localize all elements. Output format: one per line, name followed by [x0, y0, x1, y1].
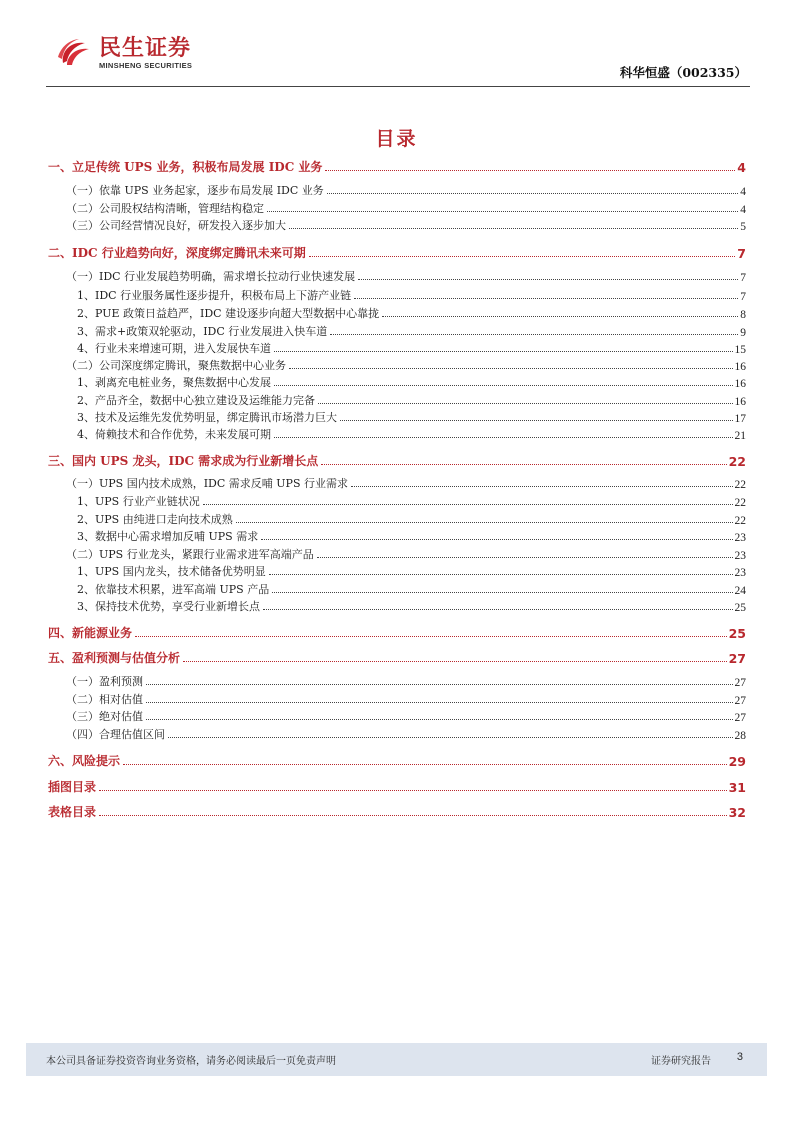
toc-entry-page: 16 [734, 378, 746, 390]
toc-dot-leader [146, 701, 733, 703]
toc-entry-page: 22 [728, 454, 746, 469]
toc-entry-page: 8 [740, 309, 746, 321]
toc-dot-leader [168, 736, 733, 738]
minsheng-logo-icon [55, 37, 93, 71]
toc-entry-title: （二）相对估值 [66, 693, 143, 706]
toc-dot-leader [289, 367, 733, 369]
company-ticker: 科华恒盛（002335） [619, 65, 747, 80]
toc-dot-leader [99, 814, 727, 816]
toc-dot-leader [135, 635, 727, 637]
toc-entry-page: 23 [734, 550, 746, 562]
toc-dot-leader [263, 608, 733, 610]
toc-entry[interactable] [48, 564, 746, 579]
toc-dot-leader [203, 503, 733, 505]
toc-entry-page: 25 [734, 602, 746, 614]
toc-entry[interactable] [48, 358, 746, 373]
toc-entry-page: 9 [740, 327, 746, 339]
toc-dot-leader [317, 556, 733, 558]
toc-dot-leader [340, 419, 733, 421]
toc-entry-title: 2、产品齐全，数据中心独立建设及运维能力完备 [77, 394, 315, 407]
toc-title: 目录 [375, 128, 418, 150]
toc-entry[interactable] [48, 692, 746, 707]
toc-entry-title: 六、风险提示 [48, 754, 121, 768]
toc-entry-title: （二）公司深度绑定腾讯，聚焦数据中心业务 [66, 359, 286, 372]
toc-entry-page: 7 [737, 246, 746, 261]
header-divider [46, 86, 750, 87]
logo-chinese-name: 民生证券 [99, 36, 192, 61]
toc-entry[interactable] [48, 288, 746, 303]
toc-dot-leader [325, 169, 735, 171]
toc-dot-leader [351, 485, 733, 487]
toc-entry-title: 3、技术及运维先发优势明显，绑定腾讯市场潜力巨大 [77, 411, 337, 424]
toc-entry[interactable] [48, 529, 746, 544]
toc-dot-leader [382, 315, 738, 317]
toc-entry[interactable] [48, 599, 746, 614]
toc-entry-title: 一、立足传统 UPS 业务，积极布局发展 IDC 业务 [48, 160, 323, 174]
toc-entry-title: 1、剥离充电桩业务，聚焦数据中心发展 [77, 376, 271, 389]
toc-entry-title: 二、IDC 行业趋势向好，深度绑定腾讯未来可期 [48, 246, 306, 260]
toc-entry[interactable] [48, 476, 746, 491]
toc-entry[interactable] [48, 341, 746, 356]
toc-entry-page: 25 [728, 626, 746, 641]
toc-entry-page: 22 [734, 515, 746, 527]
toc-entry[interactable] [48, 306, 746, 321]
toc-dot-leader [358, 278, 738, 280]
toc-entry[interactable] [48, 201, 746, 216]
toc-entry-title: （四）合理估值区间 [66, 728, 165, 741]
toc-entry-title: 2、PUE 政策日益趋严，IDC 建设逐步向超大型数据中心靠拢 [77, 307, 380, 320]
toc-entry[interactable] [48, 183, 746, 198]
toc-entry-page: 23 [734, 567, 746, 579]
footer-report-type: 证券研究报告 [651, 1056, 711, 1067]
toc-entry-title: （一）UPS 国内技术成熟，IDC 需求反哺 UPS 行业需求 [66, 477, 348, 490]
toc-entry-title: 3、需求+政策双轮驱动，IDC 行业发展进入快车道 [77, 325, 328, 338]
logo-english-name: MINSHENG SECURITIES [99, 61, 193, 70]
toc-entry-page: 28 [734, 730, 746, 742]
toc-dot-leader [272, 591, 732, 593]
toc-entry-page: 32 [728, 805, 746, 820]
toc-dot-leader [99, 789, 727, 791]
toc-entry-page: 23 [734, 532, 746, 544]
toc-entry-title: 表格目录 [48, 805, 97, 819]
toc-entry[interactable] [48, 624, 746, 641]
toc-entry-title: （三）绝对估值 [66, 710, 143, 723]
toc-dot-leader [183, 660, 727, 662]
toc-entry-page: 7 [740, 291, 746, 303]
toc-dot-leader [261, 538, 732, 540]
toc-entry-title: 1、UPS 国内龙头，技术储备优势明显 [77, 565, 266, 578]
toc-entry-page: 5 [740, 221, 746, 233]
toc-dot-leader [274, 436, 733, 438]
toc-entry-title: 四、新能源业务 [48, 626, 133, 640]
toc-entry-page: 27 [734, 712, 746, 724]
toc-entry[interactable] [48, 803, 746, 820]
toc-entry-title: 2、依靠技术积累，进军高端 UPS 产品 [77, 583, 270, 596]
toc-entry[interactable] [48, 649, 746, 666]
toc-dot-leader [267, 210, 738, 212]
toc-entry[interactable] [48, 452, 746, 469]
toc-entry-page: 27 [728, 651, 746, 666]
toc-entry-title: （一）盈利预测 [66, 675, 143, 688]
toc-entry[interactable] [48, 494, 746, 509]
toc-entry-page: 4 [740, 204, 746, 216]
toc-entry-page: 31 [728, 780, 746, 795]
toc-dot-leader [327, 192, 738, 194]
toc-entry[interactable] [48, 269, 746, 284]
toc-entry-page: 29 [728, 754, 746, 769]
toc-entry[interactable] [48, 547, 746, 562]
toc-entry-page: 4 [740, 186, 746, 198]
toc-entry-page: 27 [734, 677, 746, 689]
toc-dot-leader [274, 384, 733, 386]
toc-entry[interactable] [48, 727, 746, 742]
toc-entry-title: 3、数据中心需求增加反哺 UPS 需求 [77, 530, 259, 543]
toc-dot-leader [330, 333, 738, 335]
toc-entry-title: （三）公司经营情况良好，研发投入逐步加大 [66, 219, 286, 232]
toc-entry[interactable] [48, 393, 746, 408]
toc-entry[interactable] [48, 512, 746, 527]
toc-entry[interactable] [48, 674, 746, 689]
toc-entry-page: 22 [734, 479, 746, 491]
toc-entry-title: 五、盈利预测与估值分析 [48, 651, 181, 665]
toc-dot-leader [318, 402, 733, 404]
toc-entry[interactable] [48, 375, 746, 390]
toc-entry[interactable] [48, 778, 746, 795]
toc-entry-title: （二）公司股权结构清晰，管理结构稳定 [66, 202, 264, 215]
toc-entry-page: 7 [740, 272, 746, 284]
toc-entry-title: 插图目录 [48, 780, 97, 794]
toc-entry-page: 21 [734, 430, 746, 442]
toc-entry-page: 22 [734, 497, 746, 509]
toc-entry-title: 2、UPS 由纯进口走向技术成熟 [77, 513, 233, 526]
toc-dot-leader [289, 227, 738, 229]
brand-logo [55, 37, 192, 71]
toc-dot-leader [123, 763, 727, 765]
toc-dot-leader [269, 573, 733, 575]
toc-entry-page: 15 [734, 344, 746, 356]
toc-dot-leader [146, 683, 733, 685]
toc-dot-leader [309, 255, 736, 257]
toc-entry-page: 17 [734, 413, 746, 425]
toc-entry-title: 3、保持技术优势，享受行业新增长点 [77, 600, 260, 613]
toc-entry-page: 16 [734, 396, 746, 408]
toc-entry-title: 1、UPS 行业产业链状况 [77, 495, 200, 508]
toc-entry[interactable] [48, 158, 746, 175]
toc-entry-title: 三、国内 UPS 龙头，IDC 需求成为行业新增长点 [48, 454, 319, 468]
toc-dot-leader [354, 297, 738, 299]
toc-entry[interactable] [48, 709, 746, 724]
toc-entry-page: 4 [737, 160, 746, 175]
toc-dot-leader [274, 350, 733, 352]
toc-entry-page: 27 [734, 695, 746, 707]
page-number: 3 [736, 1051, 743, 1063]
toc-entry-title: （一）IDC 行业发展趋势明确，需求增长拉动行业快速发展 [66, 270, 356, 283]
footer-disclaimer: 本公司具备证券投资咨询业务资格，请务必阅读最后一页免责声明 [46, 1056, 336, 1067]
toc-dot-leader [236, 521, 733, 523]
toc-entry[interactable] [48, 324, 746, 339]
toc-entry[interactable] [48, 582, 746, 597]
toc-entry[interactable] [48, 427, 746, 442]
toc-entry-title: （一）依靠 UPS 业务起家，逐步布局发展 IDC 业务 [66, 184, 324, 197]
toc-entry[interactable] [48, 244, 746, 261]
toc-entry[interactable] [48, 752, 746, 769]
toc-entry-page: 16 [734, 361, 746, 373]
toc-entry-title: 1、IDC 行业服务属性逐步提升，积极布局上下游产业链 [77, 289, 352, 302]
toc-entry-title: （二）UPS 行业龙头，紧跟行业需求进军高端产品 [66, 548, 314, 561]
footer-bar [26, 1043, 767, 1076]
toc-entry[interactable] [48, 410, 746, 425]
toc-entry-title: 4、倚赖技术和合作优势，未来发展可期 [77, 428, 271, 441]
toc-dot-leader [321, 463, 726, 465]
toc-entry[interactable] [48, 218, 746, 233]
toc-entry-page: 24 [734, 585, 746, 597]
toc-dot-leader [146, 718, 733, 720]
toc-entry-title: 4、行业未来增速可期，进入发展快车道 [77, 342, 271, 355]
